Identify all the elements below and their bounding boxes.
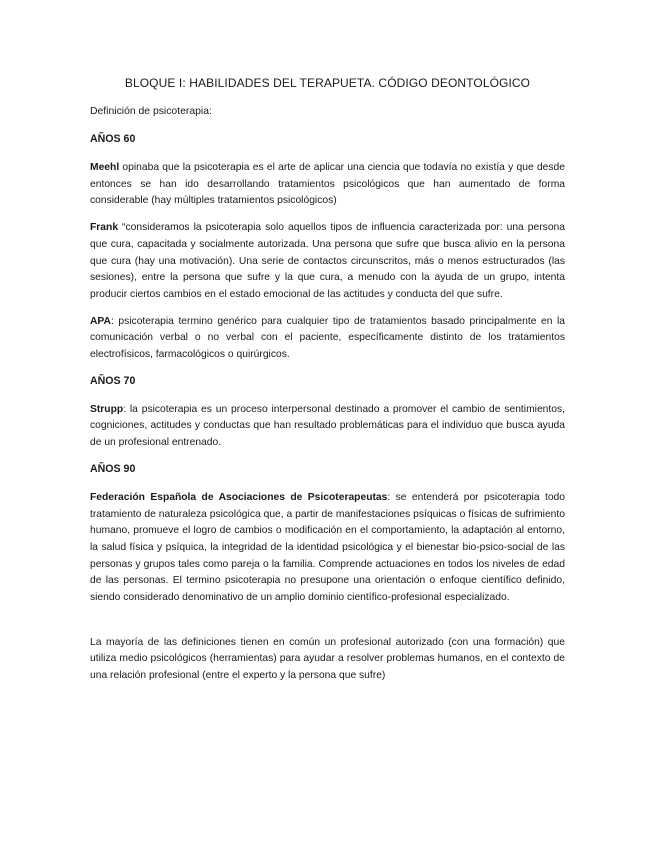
- conclusion-paragraph: La mayoría de las definiciones tienen en común un profesional autorizado (con una formación) que utiliza medio psicológicos (herramientas) para ayudar a resolver problemas humanos, en el contexto de una relación profesional (entre el experto y la persona que sufre): [90, 636, 565, 682]
- author-frank: Frank: [90, 222, 119, 234]
- definition-meehl: opinaba que la psicoterapia es el arte de aplicar una ciencia que todavía no existía y que desde entonces se han ido desarrollando tratamientos psicológicos que han aumentado de forma considerable (hay múltiples tratamientos psicológicos): [90, 162, 565, 207]
- section-heading-90s: AÑOS 90: [90, 462, 136, 475]
- paragraph-strupp: [90, 402, 565, 452]
- definition-strupp: : la psicoterapia es un proceso interpersonal destinado a promover el cambio de sentimientos, cogniciones, actitudes y conductas que han resultado problemáticas para el individuo que busca ayuda de un profesional entrenado.: [90, 403, 565, 449]
- paragraph-meehl: [90, 160, 565, 210]
- paragraph-federacion: [90, 490, 565, 607]
- definition-intro: Definición de psicoterapia:: [90, 106, 212, 117]
- definition-apa: : psicoterapia termino genérico para cualquier tipo de tratamientos basado principalmente en la comunicación verbal o no verbal con el paciente, específicamente distinto de los tratamientos electrofísicos, farmacológicos o quirúrgicos.: [90, 315, 565, 361]
- definition-frank: “consideramos la psicoterapia solo aquellos tipos de influencia caracterizada por: una persona que cura, capacitada y socialmente autorizada. Una persona que sufre que busca alivio en la persona que cura (hay una motivación). Una serie de contactos circunscritos, más o menos estructurados (las sesiones), entre la persona que sufre y la que cura, a menudo con la ayuda de un grupo, intenta producir ciertos cambios en el estado emocional de las actitudes y conducta del que sufre.: [90, 222, 565, 300]
- author-meehl: Meehl: [90, 162, 120, 173]
- definition-federacion: : se entenderá por psicoterapia todo tratamiento de naturaleza psicológica que, a partir de manifestaciones psíquicas o físicas de sufrimiento humano, promueve el logro de cambios o modificación en el comportamiento, la adaptación al entorno, la salud física y psíquica, la integridad de la identidad psicológica y el bienestar bio-psico-social de las personas y grupos tales como pareja o la familia. Comprende actuaciones en todos los niveles de edad de las personas. El termino psicoterapia no presupone una orientación o enfoque científico definido, siendo considerado denominativo de un amplio dominio científico-profesional especializado.: [90, 491, 565, 604]
- section-heading-70s: AÑOS 70: [90, 374, 136, 387]
- section-heading-60s: AÑOS 60: [90, 133, 136, 145]
- author-strupp: Strupp: [90, 403, 124, 415]
- paragraph-frank: [90, 220, 565, 304]
- author-apa: APA: [90, 315, 111, 327]
- author-federacion: Federación Española de Asociaciones de Psicoterapeutas: [90, 491, 388, 503]
- document-title: BLOQUE I: HABILIDADES DEL TERAPUETA. CÓDIGO DEONTOLÓGICO: [124, 76, 531, 90]
- paragraph-apa: [90, 314, 565, 364]
